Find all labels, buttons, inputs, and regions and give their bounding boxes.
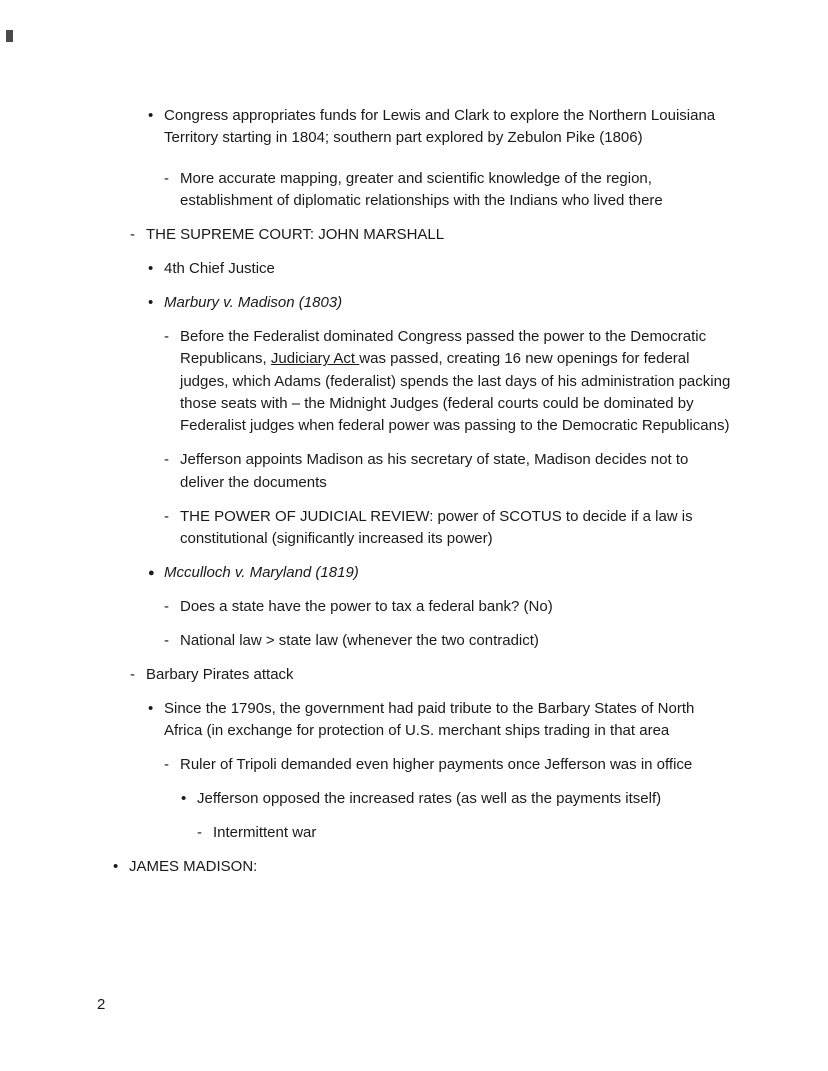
note-text: Jefferson opposed the increased rates (as well as the payments itself) xyxy=(197,789,662,807)
note-item xyxy=(113,856,732,878)
dash-marker-icon: - xyxy=(164,507,169,525)
dash-marker-icon: - xyxy=(130,665,135,683)
note-text: THE POWER OF JUDICIAL REVIEW: power of SCOTUS to decide if a law is constitutional (significantly increased its power) xyxy=(180,507,693,548)
note-text: THE SUPREME COURT: JOHN MARSHALL xyxy=(146,226,445,244)
note-text: JAMES MADISON: xyxy=(129,857,258,875)
note-item xyxy=(130,224,732,246)
note-item xyxy=(148,698,732,743)
note-text: National law > state law (whenever the two contradict) xyxy=(180,631,539,649)
dash-marker-icon: - xyxy=(164,597,169,615)
note-item xyxy=(148,105,732,150)
note-text: 4th Chief Justice xyxy=(164,260,275,278)
bullet-marker-icon: • xyxy=(148,293,154,311)
note-text: Since the 1790s, the government had paid tribute to the Barbary States of North Africa (in exchange for protection of U.S. merchant ships trading in that area xyxy=(164,699,695,740)
scan-artifact xyxy=(6,30,13,42)
note-text: Intermittent war xyxy=(213,823,317,841)
note-text: Mcculloch v. Maryland (1819) xyxy=(164,564,359,581)
note-item xyxy=(164,754,732,776)
note-text: Barbary Pirates attack xyxy=(146,665,294,683)
dash-marker-icon: - xyxy=(164,631,169,649)
note-item xyxy=(164,168,732,213)
note-item xyxy=(164,630,732,652)
bullet-marker-icon: • xyxy=(148,699,154,717)
note-item xyxy=(164,506,732,551)
note-text: Jefferson appoints Madison as his secretary of state, Madison decides not to deliver the documents xyxy=(180,451,689,491)
dash-marker-icon: - xyxy=(164,327,169,345)
page-number: 2 xyxy=(97,996,106,1013)
bullet-marker-icon: • xyxy=(181,789,187,807)
note-text: Does a state have the power to tax a federal bank? (No) xyxy=(180,597,553,615)
dash-marker-icon: - xyxy=(197,823,202,841)
note-item xyxy=(197,822,732,844)
bullet-marker-icon: • xyxy=(113,857,119,875)
bullet-marker-icon: • xyxy=(148,107,154,124)
note-item xyxy=(148,292,732,314)
note-item xyxy=(148,562,732,584)
dash-marker-icon: - xyxy=(164,755,169,773)
note-text: Marbury v. Madison (1803) xyxy=(164,293,343,311)
note-item xyxy=(130,664,732,686)
underlined-text: Judiciary Act xyxy=(270,350,360,368)
plain-text: was passed, creating 16 new openings for federal judges, which Adams (federalist) spends the last days of his administration packing those seats with – the Midnight Judges (federal courts could be dominated by Federalist judges when federal power was passing to the Democratic Republicans) xyxy=(180,350,731,435)
dash-marker-icon: - xyxy=(164,169,169,187)
bullet-marker-icon: • xyxy=(148,260,154,278)
note-item xyxy=(148,258,732,280)
plain-text: Before the Federalist dominated Congress passed the power to the Democratic Republicans, xyxy=(180,327,707,368)
note-item xyxy=(164,326,732,438)
note-item xyxy=(164,449,732,494)
note-text: Ruler of Tripoli demanded even higher payments once Jefferson was in office xyxy=(180,755,693,773)
dash-marker-icon: - xyxy=(130,226,135,244)
dash-marker-icon: - xyxy=(164,451,169,469)
bullet-marker-icon: ● xyxy=(148,567,155,579)
note-text xyxy=(180,326,732,438)
note-item xyxy=(181,788,732,810)
note-text: Congress appropriates funds for Lewis and Clark to explore the Northern Louisiana Territory starting in 1804; southern part explored by Zebulon Pike (1806) xyxy=(164,107,716,147)
note-item xyxy=(164,596,732,618)
note-text: More accurate mapping, greater and scientific knowledge of the region, establishment of diplomatic relationships with the Indians who lived there xyxy=(180,169,663,210)
